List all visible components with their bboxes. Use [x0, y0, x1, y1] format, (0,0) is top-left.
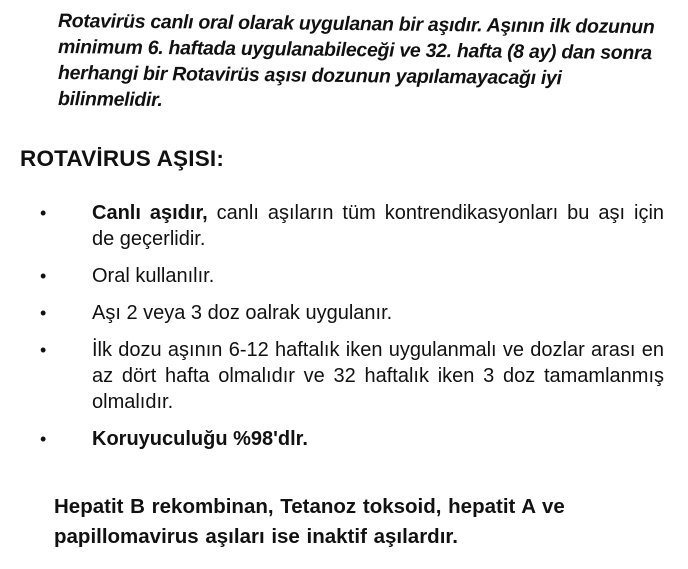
list-item: [0, 426, 688, 452]
list-item-text: [92, 200, 664, 252]
list-item-body: Aşı 2 veya 3 doz oalrak uygulanır.: [92, 302, 393, 324]
list-item-lead: Koruyuculuğu %98'dlr.: [92, 428, 308, 450]
bullet-list: [0, 200, 688, 452]
list-item-body: Oral kullanılır.: [92, 265, 215, 287]
list-item: [0, 337, 688, 415]
list-item: [0, 300, 688, 326]
list-item-text: [92, 300, 664, 326]
list-item-lead: Canlı aşıdır,: [92, 202, 208, 224]
section-heading: ROTAVİRUS AŞISI:: [20, 146, 225, 171]
bullet-icon: •: [40, 203, 47, 223]
list-item-body: İlk dozu aşının 6-12 haftalık iken uygulanmalı ve dozlar arası en az dört hafta olmalıdır ve 32 haftalık iken 3 doz tamamlanmış olmalıdır.: [92, 339, 664, 413]
list-item: [0, 263, 688, 289]
footer-note: Hepatit B rekombinan, Tetanoz toksoid, hepatit A ve papillomavirus aşıları ise inaktif aşılardır.: [54, 495, 565, 548]
bullet-icon: •: [40, 266, 47, 286]
intro-paragraph: Rotavirüs canlı oral olarak uygulanan bir aşıdır. Aşının ilk dozunun minimum 6. haftada uygulanabileceği ve 32. hafta (8 ay) dan sonra herhangi bir Rotavirüs aşısı dozunun yapılamayacağı iyi bilinmelidir.: [58, 10, 655, 112]
bullet-icon: •: [40, 340, 47, 360]
list-item-text: [92, 337, 664, 415]
list-item-text: [92, 263, 664, 289]
list-item: [0, 200, 688, 252]
list-item-text: [92, 426, 664, 452]
bullet-icon: •: [40, 429, 47, 449]
bullet-icon: •: [40, 303, 47, 323]
list-item-body: canlı aşıların tüm kontrendikasyonları bu aşı için de geçerlidir.: [92, 202, 665, 250]
